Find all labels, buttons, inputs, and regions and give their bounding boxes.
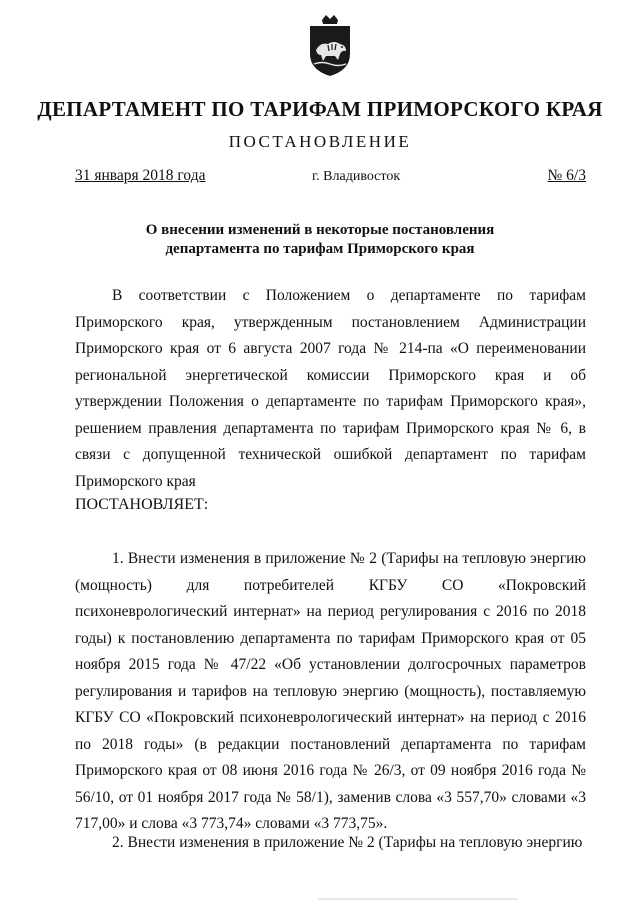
- document-number: № 6/3: [547, 167, 586, 184]
- item-2-paragraph: 2. Внести изменения в приложение № 2 (Тарифы на тепловую энергию: [112, 834, 583, 851]
- item-1-paragraph: 1. Внести изменения в приложение № 2 (Тарифы на тепловую энергию (мощность) для потребителей КГБУ СО «Покровский психоневрологический интернат» на период регулирования с 2016 по 2018 годы) к постановлению департамента по тарифам Приморского края от 05 ноября 2015 года № 47/22 «Об установлении долгосрочных параметров регулирования и тарифов на тепловую энергию (мощность), поставляемую КГБУ СО «Покровский психоневрологический интернат» на период с 2016 по 2018 годы» (в редакции постановлений департамента по тарифам Приморского края от 08 июня 2016 года № 26/3, от 09 ноября 2016 года № 56/10, от 01 ноября 2017 года № 58/1), заменив слова «3 557,70» словами «3 717,00» и слова «3 773,74» словами «3 773,75».: [75, 550, 586, 832]
- scan-artifact: [318, 898, 518, 900]
- department-title: ДЕПАРТАМЕНТ ПО ТАРИФАМ ПРИМОРСКОГО КРАЯ: [37, 97, 603, 121]
- subject-line-2: департамента по тарифам Приморского края: [165, 241, 475, 257]
- subject-line-1: О внесении изменений в некоторые постановления: [145, 222, 495, 238]
- document-date: 31 января 2018 года: [75, 167, 206, 184]
- preamble-paragraph: В соответствии с Положением о департаменте по тарифам Приморского края, утвержденным постановлением Администрации Приморского края от 6 августа 2007 года № 214-па «О переименовании региональной энергетической комиссии Приморского края и об утверждении Положения о департаменте по тарифам Приморского края», решением правления департамента по тарифам Приморского края № 6, в связи с допущенной технической ошибкой департамент по тарифам Приморского края: [75, 287, 586, 490]
- document-city: г. Владивосток: [312, 169, 401, 184]
- coat-of-arms-icon: [302, 14, 358, 78]
- decree-heading: ПОСТАНОВЛЯЕТ:: [75, 496, 209, 513]
- document-type: ПОСТАНОВЛЕНИЕ: [228, 132, 412, 151]
- document-subject: [0, 221, 640, 259]
